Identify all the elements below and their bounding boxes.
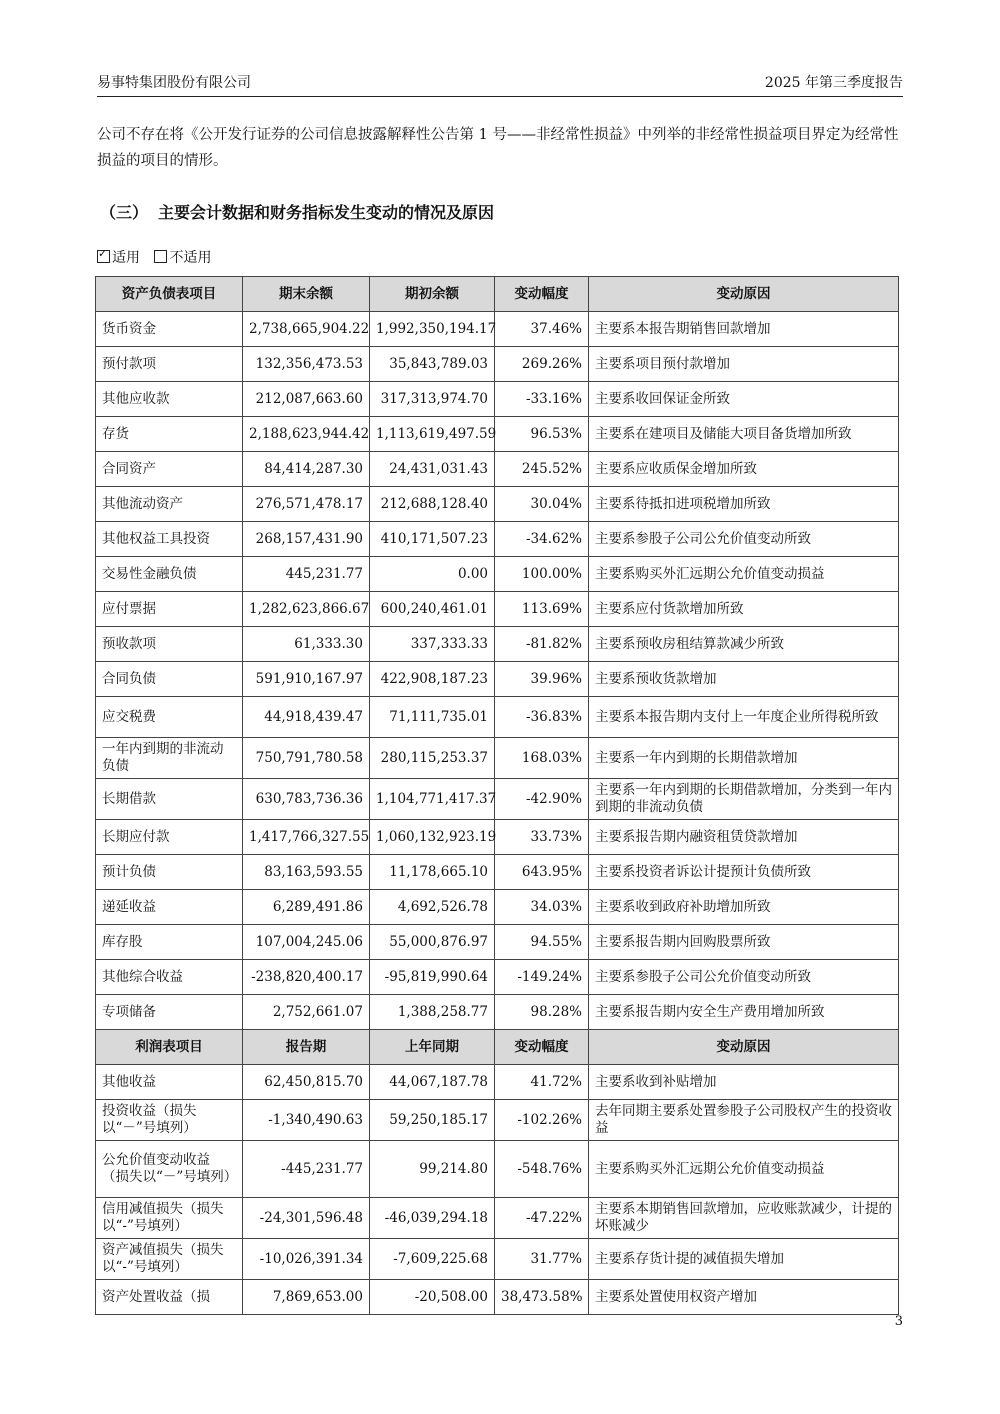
table-row <box>96 855 899 890</box>
cell-reason: 主要系应付货款增加所致 <box>589 592 899 627</box>
cell-item: 其他流动资产 <box>96 487 243 522</box>
cell-item: 长期应付款 <box>96 820 243 855</box>
cell-previous: 1,060,132,923.19 <box>370 820 495 855</box>
cell-current: 44,918,439.47 <box>243 697 370 738</box>
cell-item: 一年内到期的非流动负债 <box>96 738 243 779</box>
cell-previous: -20,508.00 <box>370 1280 495 1315</box>
cell-previous: 4,692,526.78 <box>370 890 495 925</box>
financial-change-table <box>95 276 899 1315</box>
balance-header-previous: 期初余额 <box>370 277 495 312</box>
cell-previous: -46,039,294.18 <box>370 1198 495 1239</box>
cell-previous: 1,388,258.77 <box>370 995 495 1030</box>
table-row <box>96 557 899 592</box>
cell-change: -33.16% <box>495 382 589 417</box>
table-row <box>96 1239 899 1280</box>
cell-change: 33.73% <box>495 820 589 855</box>
cell-item: 递延收益 <box>96 890 243 925</box>
cell-reason: 主要系收回保证金所致 <box>589 382 899 417</box>
page-header <box>97 70 903 97</box>
cell-change: 98.28% <box>495 995 589 1030</box>
balance-header-reason: 变动原因 <box>589 277 899 312</box>
table-row <box>96 890 899 925</box>
balance-header-current: 期末余额 <box>243 277 370 312</box>
income-header-reason: 变动原因 <box>589 1030 899 1065</box>
table-row <box>96 347 899 382</box>
cell-item: 资产处置收益（损 <box>96 1280 243 1315</box>
cell-reason: 主要系待抵扣进项税增加所致 <box>589 487 899 522</box>
cell-current: 268,157,431.90 <box>243 522 370 557</box>
cell-change: 34.03% <box>495 890 589 925</box>
cell-current: 445,231.77 <box>243 557 370 592</box>
cell-reason: 去年同期主要系处置参股子公司股权产生的投资收益 <box>589 1100 899 1141</box>
cell-change: 100.00% <box>495 557 589 592</box>
cell-reason: 主要系购买外汇远期公允价值变动损益 <box>589 557 899 592</box>
table-row <box>96 697 899 738</box>
cell-previous: 24,431,031.43 <box>370 452 495 487</box>
cell-previous: 71,111,735.01 <box>370 697 495 738</box>
cell-previous: -7,609,225.68 <box>370 1239 495 1280</box>
not-applicable-label: 不适用 <box>169 250 212 266</box>
cell-change: -102.26% <box>495 1100 589 1141</box>
table-row <box>96 627 899 662</box>
unchecked-box-icon <box>154 250 167 263</box>
table-row <box>96 452 899 487</box>
table-row <box>96 1065 899 1100</box>
cell-reason: 主要系处置使用权资产增加 <box>589 1280 899 1315</box>
cell-item: 其他综合收益 <box>96 960 243 995</box>
section-heading <box>100 200 494 223</box>
table-row <box>96 925 899 960</box>
table-row <box>96 417 899 452</box>
cell-change: 168.03% <box>495 738 589 779</box>
cell-current: 630,783,736.36 <box>243 779 370 820</box>
cell-change: -34.62% <box>495 522 589 557</box>
cell-current: 6,289,491.86 <box>243 890 370 925</box>
cell-previous: 1,113,619,497.59 <box>370 417 495 452</box>
cell-item: 合同资产 <box>96 452 243 487</box>
cell-item: 应交税费 <box>96 697 243 738</box>
cell-change: 37.46% <box>495 312 589 347</box>
cell-current: -238,820,400.17 <box>243 960 370 995</box>
cell-item: 公允价值变动收益（损失以“－”号填列） <box>96 1141 243 1198</box>
cell-previous: 212,688,128.40 <box>370 487 495 522</box>
cell-current: 84,414,287.30 <box>243 452 370 487</box>
cell-reason: 主要系收到补贴增加 <box>589 1065 899 1100</box>
cell-reason: 主要系项目预付款增加 <box>589 347 899 382</box>
cell-current: 212,087,663.60 <box>243 382 370 417</box>
cell-previous: 44,067,187.78 <box>370 1065 495 1100</box>
cell-current: 1,417,766,327.55 <box>243 820 370 855</box>
cell-previous: 11,178,665.10 <box>370 855 495 890</box>
table-row <box>96 522 899 557</box>
cell-current: 107,004,245.06 <box>243 925 370 960</box>
cell-item: 信用减值损失（损失以“-”号填列） <box>96 1198 243 1239</box>
table-row <box>96 662 899 697</box>
cell-current: 276,571,478.17 <box>243 487 370 522</box>
cell-previous: 1,992,350,194.17 <box>370 312 495 347</box>
cell-item: 长期借款 <box>96 779 243 820</box>
cell-previous: 600,240,461.01 <box>370 592 495 627</box>
table-row <box>96 592 899 627</box>
cell-change: 245.52% <box>495 452 589 487</box>
cell-current: -10,026,391.34 <box>243 1239 370 1280</box>
cell-current: 750,791,780.58 <box>243 738 370 779</box>
cell-previous: 55,000,876.97 <box>370 925 495 960</box>
cell-previous: 35,843,789.03 <box>370 347 495 382</box>
balance-header-row <box>96 277 899 312</box>
table-row <box>96 960 899 995</box>
cell-change: 41.72% <box>495 1065 589 1100</box>
table-row <box>96 382 899 417</box>
cell-reason: 主要系购买外汇远期公允价值变动损益 <box>589 1141 899 1198</box>
cell-change: 643.95% <box>495 855 589 890</box>
cell-item: 库存股 <box>96 925 243 960</box>
table-row <box>96 738 899 779</box>
table-row <box>96 487 899 522</box>
cell-reason: 主要系预收货款增加 <box>589 662 899 697</box>
income-header-change: 变动幅度 <box>495 1030 589 1065</box>
cell-item: 其他应收款 <box>96 382 243 417</box>
report-title: 2025 年第三季度报告 <box>764 75 903 91</box>
cell-current: 61,333.30 <box>243 627 370 662</box>
cell-current: -1,340,490.63 <box>243 1100 370 1141</box>
cell-change: 113.69% <box>495 592 589 627</box>
company-name: 易事特集团股份有限公司 <box>97 75 251 91</box>
cell-item: 投资收益（损失以“－”号填列） <box>96 1100 243 1141</box>
cell-current: 2,188,623,944.42 <box>243 417 370 452</box>
cell-change: -548.76% <box>495 1141 589 1198</box>
table-row <box>96 1198 899 1239</box>
cell-item: 其他权益工具投资 <box>96 522 243 557</box>
cell-current: 2,752,661.07 <box>243 995 370 1030</box>
table-row <box>96 820 899 855</box>
cell-previous: 410,171,507.23 <box>370 522 495 557</box>
cell-item: 合同负债 <box>96 662 243 697</box>
cell-change: 269.26% <box>495 347 589 382</box>
cell-reason: 主要系本报告期销售回款增加 <box>589 312 899 347</box>
table-row <box>96 1280 899 1315</box>
cell-previous: 422,908,187.23 <box>370 662 495 697</box>
cell-item: 预计负债 <box>96 855 243 890</box>
income-header-previous: 上年同期 <box>370 1030 495 1065</box>
checked-box-icon <box>97 250 110 263</box>
cell-current: -445,231.77 <box>243 1141 370 1198</box>
table-row <box>96 312 899 347</box>
cell-item: 其他收益 <box>96 1065 243 1100</box>
cell-current: 7,869,653.00 <box>243 1280 370 1315</box>
cell-reason: 主要系应收质保金增加所致 <box>589 452 899 487</box>
cell-previous: -95,819,990.64 <box>370 960 495 995</box>
cell-previous: 99,214.80 <box>370 1141 495 1198</box>
cell-item: 应付票据 <box>96 592 243 627</box>
cell-change: 39.96% <box>495 662 589 697</box>
cell-reason: 主要系参股子公司公允价值变动所致 <box>589 960 899 995</box>
cell-change: 94.55% <box>495 925 589 960</box>
cell-change: -81.82% <box>495 627 589 662</box>
cell-item: 交易性金融负债 <box>96 557 243 592</box>
cell-current: 1,282,623,866.67 <box>243 592 370 627</box>
section-title-text: 主要会计数据和财务指标发生变动的情况及原因 <box>158 203 495 222</box>
cell-reason: 主要系本报告期内支付上一年度企业所得税所致 <box>589 697 899 738</box>
cell-previous: 337,333.33 <box>370 627 495 662</box>
cell-reason: 主要系在建项目及储能大项目备货增加所致 <box>589 417 899 452</box>
cell-reason: 主要系存货计提的减值损失增加 <box>589 1239 899 1280</box>
page-number: 3 <box>894 1314 903 1329</box>
cell-item: 预付款项 <box>96 347 243 382</box>
cell-item: 存货 <box>96 417 243 452</box>
cell-current: 62,450,815.70 <box>243 1065 370 1100</box>
cell-change: 31.77% <box>495 1239 589 1280</box>
cell-reason: 主要系收到政府补助增加所致 <box>589 890 899 925</box>
cell-item: 资产减值损失（损失以“-”号填列） <box>96 1239 243 1280</box>
cell-item: 货币资金 <box>96 312 243 347</box>
income-header-row <box>96 1030 899 1065</box>
cell-current: 591,910,167.97 <box>243 662 370 697</box>
applicability-options <box>97 247 211 267</box>
cell-reason: 主要系本期销售回款增加，应收账款减少，计提的坏账减少 <box>589 1198 899 1239</box>
cell-change: -42.90% <box>495 779 589 820</box>
cell-change: -149.24% <box>495 960 589 995</box>
cell-item: 专项储备 <box>96 995 243 1030</box>
cell-reason: 主要系报告期内融资租赁贷款增加 <box>589 820 899 855</box>
section-number: （三） <box>100 203 149 222</box>
cell-change: 30.04% <box>495 487 589 522</box>
cell-change: 38,473.58% <box>495 1280 589 1315</box>
cell-reason: 主要系报告期内安全生产费用增加所致 <box>589 995 899 1030</box>
cell-change: -47.22% <box>495 1198 589 1239</box>
cell-previous: 0.00 <box>370 557 495 592</box>
table-row <box>96 1100 899 1141</box>
applicable-label: 适用 <box>112 250 140 266</box>
table-row <box>96 1141 899 1198</box>
cell-previous: 280,115,253.37 <box>370 738 495 779</box>
cell-current: 132,356,473.53 <box>243 347 370 382</box>
cell-reason: 主要系报告期内回购股票所致 <box>589 925 899 960</box>
intro-paragraph: 公司不存在将《公开发行证券的公司信息披露解释性公告第 1 号——非经常性损益》中列举的非经常性损益项目界定为经常性损益的项目的情形。 <box>97 127 899 169</box>
cell-previous: 317,313,974.70 <box>370 382 495 417</box>
cell-reason: 主要系一年内到期的长期借款增加 <box>589 738 899 779</box>
cell-item: 预收款项 <box>96 627 243 662</box>
cell-reason: 主要系参股子公司公允价值变动所致 <box>589 522 899 557</box>
cell-reason: 主要系一年内到期的长期借款增加，分类到一年内到期的非流动负债 <box>589 779 899 820</box>
cell-previous: 59,250,185.17 <box>370 1100 495 1141</box>
cell-current: 83,163,593.55 <box>243 855 370 890</box>
balance-header-item: 资产负债表项目 <box>96 277 243 312</box>
table-row <box>96 779 899 820</box>
cell-current: -24,301,596.48 <box>243 1198 370 1239</box>
cell-change: -36.83% <box>495 697 589 738</box>
income-header-item: 利润表项目 <box>96 1030 243 1065</box>
balance-header-change: 变动幅度 <box>495 277 589 312</box>
table-row <box>96 995 899 1030</box>
cell-current: 2,738,665,904.22 <box>243 312 370 347</box>
cell-reason: 主要系预收房租结算款减少所致 <box>589 627 899 662</box>
cell-previous: 1,104,771,417.37 <box>370 779 495 820</box>
cell-change: 96.53% <box>495 417 589 452</box>
income-header-current: 报告期 <box>243 1030 370 1065</box>
cell-reason: 主要系投资者诉讼计提预计负债所致 <box>589 855 899 890</box>
